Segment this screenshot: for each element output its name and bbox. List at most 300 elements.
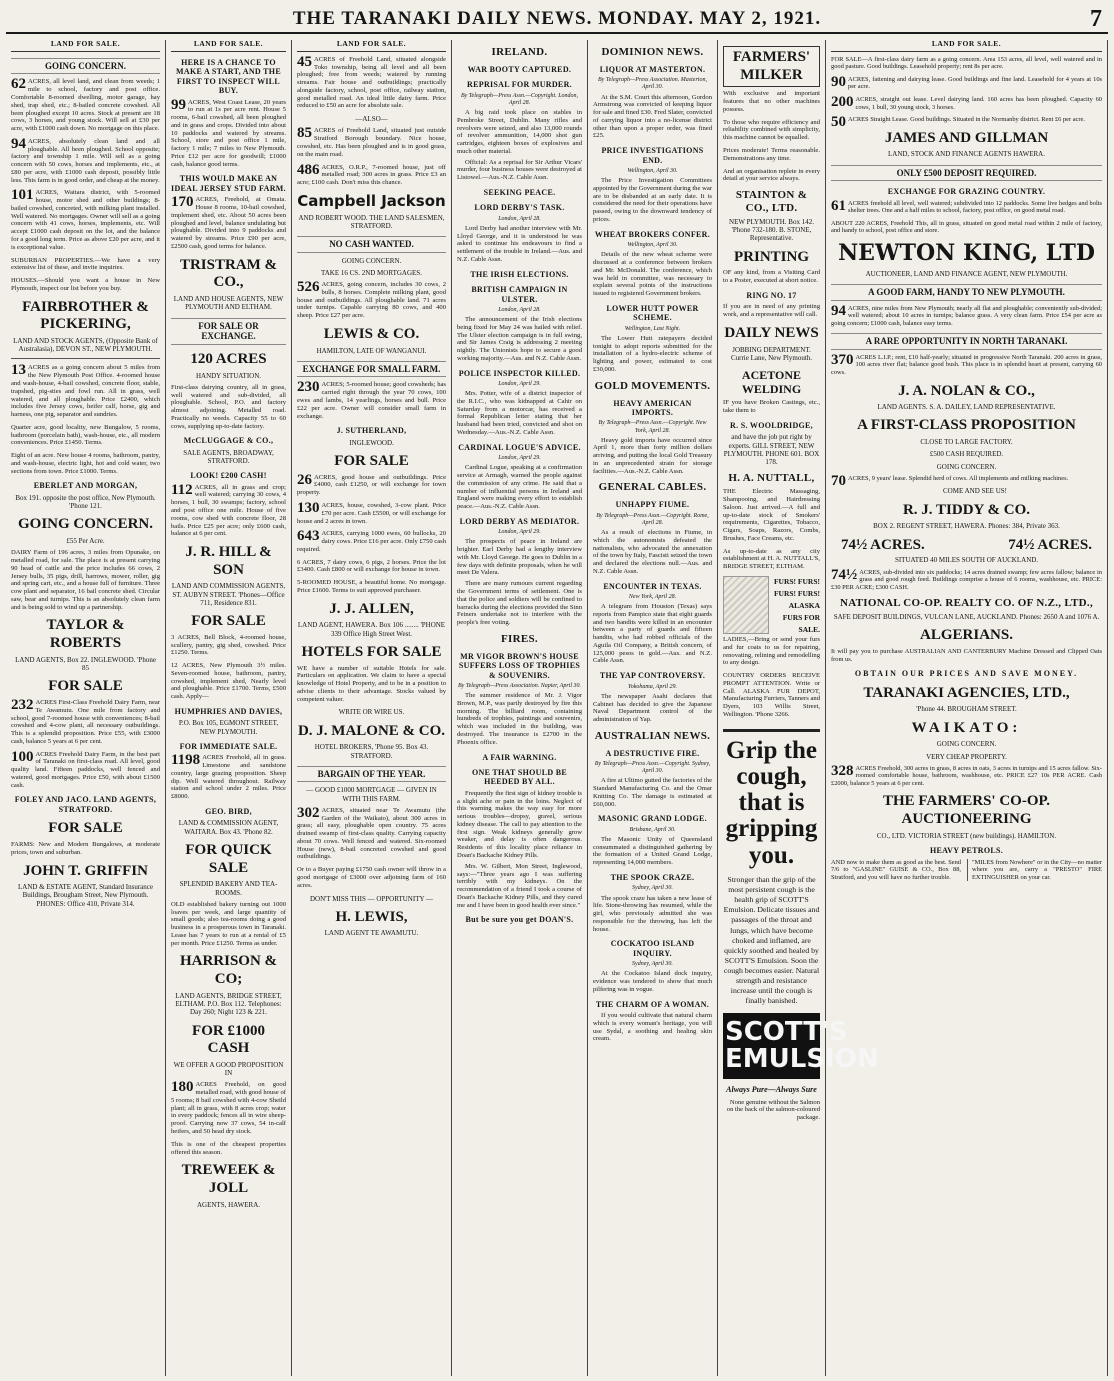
section-heading: FOR £1000 CASH <box>192 1022 265 1057</box>
news-heading: AUSTRALIAN NEWS. <box>594 729 711 742</box>
acres-heading-row <box>831 535 1102 557</box>
ad-text: None genuine without the Salmon on the back of the salmon-coloured package. <box>726 1098 820 1122</box>
agent-name: J. R. HILL & SON <box>185 544 272 578</box>
news-paragraph: Mrs. W. Gilbert, Mon Street, Inglewood, says:—"Three years ago I was suffering terribly with my kidneys. On the recommendation of a friend I took a course of Doan's Backache Kidney Pills, and they cured me and I have been in good health ever since." <box>457 862 582 909</box>
section-subheading: VERY CHEAP PROPERTY. <box>926 752 1007 761</box>
column-heading: LAND FOR SALE. <box>831 40 1102 52</box>
section-subheading: WRITE OR WIRE US. <box>338 708 405 717</box>
ad-text: ACRES of Freehold Land, situated alongside Toko township, being all level and all been ploughed; free from weeds; watered by running streams. Fair house and outbuildings; practically alongside factory, school, post office, railway station, good metalled road. An ideal little dairy farm. Price reduced to £50 an acre for absolute sale. <box>297 55 446 110</box>
agent-address: LAND AND COMMISSION AGENTS, ST. AUBYN STREET. 'Phones—Office 711, Residence 831. <box>171 582 286 607</box>
acreage-number: 328 <box>831 762 854 779</box>
news-subheading: LORD DERBY'S TASK. <box>474 203 565 213</box>
news-subheading: REPRISAL FOR MURDER. <box>467 80 572 90</box>
section-heading: FOR SALE <box>334 453 409 469</box>
ad-text: ACRES Straight Lease. Good buildings. Situated in the Normanby district. Rent £6 per acre. <box>848 116 1085 124</box>
ad-text: ACRES, 9 years' lease. Splendid herd of cows. All implements and milking machines. <box>848 474 1069 482</box>
section-subheading: —ALSO— <box>355 115 388 124</box>
ad-text: DAIRY Farm of 196 acres, 3 miles from Opunake, on metalled road, for sale. The place is at present carrying 90 head of cattle and the price includes 66 cows, 2 Jersey bulls, 35 pigs, drill, harrows, mower, roller, gig and spring cart, etc., and a house full of furniture. Three cow plant and separator, 16 bail concrete shed. Circular saw, bear and turnips. This is an absolutely clean farm and is being sold to wind up a partnership. <box>11 549 160 611</box>
news-paragraph: Heavy gold imports have occurred since April 1, more than forty million dollars arriving, and putting the local Gold Treasury in an unprecedented strain for storage facilities.—Aus.-N.Z. Cable Assn. <box>593 436 712 475</box>
dateline: Yokohama, April 29. <box>627 683 677 690</box>
ad-text: IF you have Broken Castings, etc., take them to <box>723 399 820 415</box>
agent-name: FOLEY AND JACO. LAND AGENTS, STRATFORD. <box>14 795 157 814</box>
agent-name: THE FARMERS' CO-OP. AUCTIONEERING <box>882 793 1051 828</box>
section-subheading: WE OFFER A GOOD PROPOSITION IN <box>173 1060 284 1078</box>
slogan: Always Pure—Always Sure <box>726 1085 817 1095</box>
news-paragraph: Details of the new wheat scheme were discussed at a conference between brokers and Mr. McDonald. The conference, which was held in committee, was necessary to explain several points of the instructions issued to registered Government brokers. <box>593 251 712 298</box>
agent-name: TREWEEK & JOLL <box>181 1162 276 1196</box>
ad-text: ACRES L.I.P.; rent, £10 half-yearly; situated in progressive North Taranaki. 200 acres in grass, 100 acres river flat; balance good bush. This place is in splendid heart at present, carrying 60 cows. <box>831 353 1102 376</box>
agent-name: H. A. NUTTALL, <box>728 472 815 485</box>
news-subheading: THE YAP CONTROVERSY. <box>599 671 706 681</box>
section-heading: GOING CONCERN. <box>11 58 160 75</box>
section-heading: A RARE OPPORTUNITY IN NORTH TARANAKI. <box>831 333 1102 350</box>
dateline: Wellington, Last Night. <box>624 325 681 332</box>
ad-text: ABOUT 220 ACRES, Freehold This, all in grass, situated on good metal road within 2 mile of factory, and handy to school, post office and store. <box>831 219 1102 235</box>
agent-address: SALE AGENTS, BROADWAY, STRATFORD. <box>183 448 274 466</box>
agent-name: JOHN T. GRIFFIN <box>23 862 148 879</box>
ad-text: ALASKA FURS FOR SALE. <box>782 601 820 634</box>
advert-title: Grip the cough, that is gripping you. <box>723 729 820 869</box>
ad-text: FURS! FURS! <box>773 589 820 598</box>
ad-text: It will pay you to purchase AUSTRALIAN AND CANTERBURY Machine Dressed and Clipped Oats from us. <box>831 648 1102 663</box>
agent-name: LEWIS & CO. <box>323 325 420 342</box>
agent-address: HAMILTON, LATE OF WANGANUI. <box>316 346 427 355</box>
agent-address: LAND AGENTS. S. A. DAILEY, LAND REPRESENTATIVE. <box>877 403 1056 412</box>
ad-text: ACRES, sub-divided into six paddocks; 14 acres drained swamp; few acres fallow; balance in grass and good rough feed. Buildings comprise a house of 6 rooms, washhouse, etc. PRICE: £30 PER ACRE; £300 CASH. <box>831 568 1102 591</box>
ad-text: OF any kind, from a Visiting Card to a Poster, executed at short notice. <box>723 269 820 285</box>
column-1 <box>6 40 166 1376</box>
dateline: London, April 29. <box>498 381 541 388</box>
ad-text: ACRES, fattening and dairying lease. Good buildings and fine land. Leasehold for 4 years at 10s per acre. <box>848 75 1102 91</box>
acreage-number: 70 <box>831 472 846 489</box>
section-heading: FOR SALE <box>191 613 266 630</box>
dateline: By Telegraph—Press Association. Masterton, April 30. <box>598 77 707 91</box>
acreage-number: 94 <box>11 135 26 152</box>
column-heading: LAND FOR SALE. <box>171 40 286 52</box>
ad-text: ACRES, situated near Te Awamutu (the Garden of the Waikato), about 300 acres in grass; all easy, ploughable open country. 75 acres drained swamp of first-class quality. Carrying capacity about 70 cows. Well fenced and watered. Six-roomed House (new), 8-bail concreted cowshed and good outbuildings. <box>297 806 446 861</box>
acreage-number: 62 <box>11 76 26 93</box>
ad-text: ACRES, all in grass and crop; well watered; carrying 30 cows, 4 horses, 1 bull, 30 swamps; factory, school and post office one mile. House of five rooms, cow shed with concrete floor, 28 bails. Price £25 per acre; only £600 cash, balance at 6 per cent. <box>171 483 286 538</box>
news-heading: DOMINION NEWS. <box>601 46 704 58</box>
news-paragraph: A fire at Ultimo gutted the factories of the Standard Manufacturing Co. and the Omar Knitting Co. The damage is estimated at £60,000. <box>593 777 712 808</box>
ad-text: ACRES, good house and outbuildings. Price £4000, cash £1250, or will exchange for town property. <box>297 473 446 497</box>
news-heading: IRELAND. <box>491 46 548 58</box>
news-subheading: THE SPOOK CRAZE. <box>610 873 695 882</box>
classified-ad <box>831 472 1102 489</box>
news-subheading: A FAIR WARNING. <box>482 752 557 762</box>
news-subheading: LIQUOR AT MASTERTON. <box>599 64 706 74</box>
section-heading: 74½ ACRES. <box>841 536 925 553</box>
acreage-number: 200 <box>831 94 854 111</box>
section-heading: WAIKATO: <box>911 719 1022 736</box>
column-5 <box>588 40 718 1376</box>
ad-text: 3 ACRES, Bell Block, 4-roomed house, scullery, pantry, gig shed, cowshed. Price £1250. Terms. <box>171 633 286 657</box>
ad-text: ACRES Freehold Dairy Farm, in the best part of Taranaki on first-class road. All level, good quality land. Fifteen paddocks, well fenced and watered, good mortgages. Price £50, with about £1500 cash. <box>11 750 160 789</box>
news-subheading: ONE THAT SHOULD BE HEEDED BY ALL. <box>472 767 567 787</box>
divider <box>11 358 160 359</box>
ad-text: First-class dairying country, all in grass, well watered and sub-divided, all ploughable. School, P.O. and factory almost adjoining. Metalled road. Practically no weeds. Capacity 55 to 60 cows, supplying up-to-date factory. <box>171 383 286 430</box>
section-heading: ALGERIANS. <box>920 627 1013 644</box>
section-heading: A FIRST-CLASS PROPOSITION <box>857 417 1076 434</box>
section-title: 120 ACRES <box>190 350 267 367</box>
fox-illustration <box>723 576 769 634</box>
agent-name: STAINTON & CO., LTD. <box>735 189 808 214</box>
column-heading: LAND FOR SALE. <box>297 40 446 52</box>
ad-text: Stronger than the grip of the most persistent cough is the health grip of SCOTT'S Emulsion. Delicate tissues and passages of the throat and lungs, which have become choked and inflamed, are quickly soothed and healed by SCOTT'S Emulsion. Soon the cough becomes easier. Natural strength and resistance increase until the cough is finally banished. <box>723 874 820 1006</box>
news-subheading: HEAVY AMERICAN IMPORTS. <box>613 398 692 417</box>
acreage-number: 1198 <box>171 752 201 769</box>
news-paragraph: But be sure you get DOAN'S. <box>465 915 574 925</box>
agent-name: FAIRBROTHER & PICKERING, <box>22 298 149 333</box>
dateline: Sydney, April 30. <box>632 885 673 892</box>
section-heading: A GOOD FARM, HANDY TO NEW PLYMOUTH. <box>831 284 1102 301</box>
fur-headline <box>773 576 820 636</box>
section-subheading: TAKE 16 CS. 2ND MORTGAGES. <box>321 268 422 277</box>
ad-text: ACRES; 5-roomed house; good cowsheds; has carried right through the year 70 cows, 100 ewes and lambs, 14 yearlings, horses and bull. Price £22 per acre. Owner will consider small farm in exchange. <box>297 381 446 420</box>
ad-text: 12 ACRES, New Plymouth 3½ miles. Seven-roomed house, bathroom, pantry, cowshed, implement shed, Nearly level and ploughable. Price £1700. Terms, £500 cash. Apply— <box>171 662 286 701</box>
agent-name: McCLUGGAGE & CO., <box>183 436 274 446</box>
dateline: By Telegraph—Press Assn.—Copyright. Sydney, April 30. <box>594 761 711 775</box>
classified-ad <box>11 78 160 132</box>
section-heading: LOOK! £200 CASH! <box>190 471 267 481</box>
column-7 <box>826 40 1108 1376</box>
section-subheading: COME AND SEE US! <box>943 487 1007 496</box>
news-heading: GENERAL CABLES. <box>598 481 707 494</box>
ad-text: ACRES Freehold, on good metalled road, with good house of 5 rooms; 8 bail cowshed with 4-cow Sheild plant; all in grass, with 8 acres crop; water in every paddock; fences all in wire sheep-proof. Carrying now 37 cows, 54 in-calf heifers, and 50 head dry stock. <box>171 1081 286 1135</box>
ad-text: If you are in need of any printing work, and a representative will call. <box>723 303 820 319</box>
agent-name: GEO. BIRD, <box>205 806 252 816</box>
section-subheading: THIS WOULD MAKE AN IDEAL JERSEY STUD FARM. <box>171 174 286 193</box>
acreage-number: 112 <box>171 481 193 498</box>
section-subheading: DON'T MISS THIS — OPPORTUNITY — <box>309 894 434 903</box>
acreage-number: 94 <box>831 302 846 319</box>
classified-ad <box>297 281 446 320</box>
ad-text: ACRES Freehold, all in grass. Limestone and sandstone country, large grazing proposition. Sheep dip. Well watered throughout. Railway station and school under 2 miles. Price £8000. <box>171 754 286 801</box>
ad-text: SUBURBAN PROPERTIES.—We have a very extensive list of these, and invite inquiries. <box>11 256 160 272</box>
news-paragraph: Cardinal Logue, speaking at a confirmation service at Armagh, warned the people against the commission of any crime. He said that a number of influential persons in Ireland and England were making every effort to establish peace.—Aus.-N.Z. Cable Assn. <box>457 464 582 511</box>
advert-title: FARMERS' MILKER <box>723 46 820 87</box>
ad-text: ACRES, West Coast Lease, 20 years to run at 1s per acre rent. House 5 rooms, 6-bail cowshed, all been ploughed and in grass and crops. Divided into about 10 paddocks and watered by streams. School, store and post office 1 mile, factory 1 mile; 7 miles to New Plymouth. Price £12 per acre for goodwill; £1000 cash, balance good terms. <box>171 98 286 168</box>
section-subheading: SITUATED 40 MILES SOUTH OF AUCKLAND. <box>894 556 1039 565</box>
agent-name: TARANAKI AGENCIES, LTD., <box>863 684 1070 701</box>
dateline: By Telegraph—Press Association. Napier, April 30. <box>457 683 581 690</box>
classified-ad <box>831 351 1102 377</box>
fur-advert <box>723 576 820 636</box>
acreage-number: 180 <box>171 1079 194 1096</box>
agent-address: AUCTIONEER, LAND AND FINANCE AGENT, NEW PLYMOUTH. <box>865 269 1068 278</box>
classified-ad <box>297 804 446 861</box>
news-paragraph: As a result of elections in Fiume, in which the autonomists defeated the nationalists, who advocated the annexation of the town by Italy, Fascisti seized the town and declared the elections null.—Aus. and N.Z. Cable Assn. <box>593 528 712 575</box>
ad-text: ACRES, absolutely clean land and all ploughable. All been ploughed. School opposite; factory and township 1 mile. Will sell as a going concern with 50 cows, horses and implements, etc., at £80 per acre, with £1000 cash deposit, possibly little less. This farm is in good order, and cheap at the money. <box>11 137 160 184</box>
section-subheading: £55 Per Acre. <box>66 537 105 546</box>
news-paragraph: The Lower Hutt ratepayers decided tonight to adopt reports submitted for the installation of a hydro-electric scheme of lighting and power, estimated to cost £30,000. <box>593 334 712 373</box>
ad-text: "MILES from Nowhere" or in the City—no matter where you are, carry a "PRESTO" FIRE EXTINGUISHER on your car. <box>967 859 1102 882</box>
ad-text: THE Electric Massaging, Shampooing, and Hairdressing Saloon. Just arrived.—A full and up-to-date stock of Smokers' requirements, Cigarettes, Tobacco, Cigars, Soaps, Razors, Combs, Brushes, Face Creams, etc. <box>723 488 820 542</box>
classified-ad <box>831 302 1102 328</box>
column-3 <box>292 40 452 1376</box>
newspaper-title: THE TARANAKI DAILY NEWS. MONDAY. MAY 2, 1921. <box>292 8 822 29</box>
news-paragraph: Mrs. Potter, wife of a district inspector of the R.I.C., who was kidnapped at Cahir on Saturday from a motorcar, has received a formal Republican letter stating that her husband had been tried, convicted and shot on Wednesday.—Aus.-N.Z. Cable Assn. <box>457 390 582 436</box>
news-heading: FIRES. <box>501 632 538 645</box>
acreage-number: 370 <box>831 351 854 368</box>
section-heading: HOTELS FOR SALE <box>301 643 442 660</box>
news-subheading: BRITISH CAMPAIGN IN ULSTER. <box>471 285 568 304</box>
section-heading: FOR SALE <box>48 678 123 695</box>
acreage-number: 26 <box>297 471 312 488</box>
section-subheading: — GOOD £1000 MORTGAGE — GIVEN IN WITH THIS FARM. <box>306 786 437 803</box>
agent-name: D. J. MALONE & CO. <box>297 722 446 739</box>
agent-address: AND ROBERT WOOD. THE LAND SALESMEN, STRATFORD. <box>298 213 445 230</box>
news-subheading: WHEAT BROKERS CONFER. <box>594 229 711 239</box>
classified-ad <box>831 762 1102 788</box>
news-subheading: MASONIC GRAND LODGE. <box>598 814 707 824</box>
news-paragraph: There are many rumours current regarding the Government terms of settlement. One is that the police and soldiers will be confined to barracks during the elections provided the Sinn Feiners undertake not to interfere with the people's free voting. <box>457 580 582 627</box>
news-paragraph: The spook craze has taken a new lease of life. Stone-throwing has resumed, while the girl, who previously admitted she was responsible for the throwing, has left the house. <box>593 894 712 933</box>
ad-text: Eight of an acre. New house 4 rooms, bathroom, pantry, and wash-house, electric light, hot and cold water, two sections from town. Price £1000. Terms. <box>11 452 160 475</box>
classified-ad <box>831 197 1102 215</box>
classified-ad <box>831 73 1102 91</box>
ad-text: 6 ACRES, 7 dairy cows, 6 pigs, 2 horses. Price the lot £3400. Cash £800 or will exchange for house in town. <box>297 558 446 574</box>
news-paragraph: If you would cultivate that natural charm which is every woman's heritage, you will use Sydal, a soothing and healing skin cream. <box>593 1012 712 1043</box>
agent-name: EBERLET AND MORGAN, <box>33 481 138 491</box>
ad-text: ACRES freehold all level, well watered; subdivided into 12 paddocks. Some live hedges and bolts shelter trees. One and a half miles to school, factory, post office, on good metal road. <box>848 199 1102 215</box>
classified-ad <box>11 135 160 185</box>
ad-text: ACRES, carrying 1000 ewes, 60 bullocks, 20 dairy cows. Price £16 per acre. Only £750 cash required. <box>297 530 447 553</box>
dateline: London, April 29. <box>498 455 541 462</box>
classified-ad <box>171 1081 286 1135</box>
ad-text: ACRES, all level land, and clean from weeds; 1 mile to school, factory and post office. Comfortable 8-roomed dwelling, motor garage, hay shed, trap shed, etc.; 8-bailed concrete cowshed. All been ploughed except 10 acres. Stock at present are 18 cows, 3 horses, and young stock. Will sell at £30 per acre, with £1000 cash down. No mortgage on this place. <box>11 78 160 133</box>
agent-address: P.O. Box 105, EGMONT STREET, NEW PLYMOUTH. <box>178 719 279 736</box>
classified-ad <box>11 748 160 790</box>
news-subheading: PRICE INVESTIGATIONS END. <box>601 146 704 165</box>
agent-address: NEW PLYMOUTH. Box 142. 'Phone 732-180. B. STONE, Representative. <box>729 217 814 243</box>
ad-text: This is one of the cheapest properties offered this season. <box>171 1140 286 1156</box>
ad-text: LADIES,—Bring or send your furs and fur coats to us for repairing, renovating, relining and remodelling to any design. <box>723 636 820 667</box>
advert-title: DAILY NEWS <box>724 324 819 341</box>
agent-address: LAND AND HOUSE AGENTS, NEW PLYMOUTH AND ELTHAM. <box>173 295 284 312</box>
news-subheading: MR VIGOR BROWN'S HOUSE SUFFERS LOSS OF TROPHIES & SOUVENIRS. <box>458 651 581 680</box>
ad-text: ACRES as a going concern about 5 miles from the New Plymouth Post Office. 4-roomed house and wash-house, 4-bail cowshed, concrete floor, stable, trapshed, pig-sties and fowl run. All in grass, well watered, and all ploughable. Price £2400, which includes five Jersey cows, heifer calf, horse, gig and harness, one pig, separator and sundries. <box>11 364 160 419</box>
agent-address: LAND & COMMISSION AGENT, WAITARA. Box 43. 'Phone 82. <box>178 819 279 836</box>
agent-address: BOX 2. REGENT STREET, HAWERA. Phones: 384, Private 363. <box>873 522 1060 531</box>
section-subheading: EXCHANGE FOR GRAZING COUNTRY. <box>887 187 1046 197</box>
section-heading: HEAVY PETROLS. <box>929 846 1004 856</box>
section-subheading: HANDY SITUATION. <box>195 371 262 380</box>
section-subheading: GOING CONCERN. <box>936 462 997 471</box>
section-heading: BARGAIN OF THE YEAR. <box>297 766 446 783</box>
agent-address: LAND AGENTS, BRIDGE STREET, ELTHAM. P.O. Box 112. Telephones: Day 260; Night 123 & 221. <box>175 991 282 1017</box>
acreage-number: 74½ <box>831 566 858 583</box>
classified-ad <box>831 96 1102 111</box>
agent-name: NEWTON KING, LTD <box>838 239 1095 266</box>
acreage-number: 302 <box>297 804 320 821</box>
agent-address: LAND AGENT, HAWERA. Box 106 ........ 'PHONE 339 Office High Street West. <box>297 621 446 638</box>
ad-text: WE have a number of suitable Hotels for sale. Particulars on application. We claim to have a special knowledge of Hotel Property, and to be in a position to advise clients to their advantage. Stocks valued by competent valuer. <box>297 664 446 703</box>
section-heading: FOR QUICK SALE <box>185 841 272 876</box>
news-subheading: THE IRISH ELECTIONS. <box>470 269 569 279</box>
ad-text: And an organisation replete in every detail at your service always. <box>723 167 820 183</box>
dateline: Sydney, April 30. <box>632 961 673 968</box>
column-heading: LAND FOR SALE. <box>11 40 160 52</box>
ad-text: As up-to-date as any city establishment at H. A. NUTTALL'S, BRIDGE STREET, ELTHAM. <box>723 547 820 571</box>
dateline: By Telegraph—Press Assn.—Copyright. New York, April 28. <box>598 420 707 434</box>
ad-text: ACRES of Freehold Land, situated just outside Stratford Borough boundary. Nice house, cowshed, etc. Has been ploughed and is in good grass, on the main road. <box>297 127 446 158</box>
agent-name: H. LEWIS, <box>335 908 408 925</box>
news-paragraph: Lord Derby had another interview with Mr. Lloyd George, and it is understood he was asked to continue his endeavours to find a settlement of the trouble in Ireland.—Aus. and N.Z. Cable Assn. <box>457 224 582 263</box>
acreage-number: 61 <box>831 197 846 214</box>
news-subheading: COCKATOO ISLAND INQUIRY. <box>610 939 695 958</box>
agent-address: JOBBING DEPARTMENT. Currie Lane, New Plymouth. <box>730 345 813 362</box>
section-subheading: GOING CONCERN. <box>341 256 402 265</box>
acreage-number: 99 <box>171 96 186 113</box>
news-paragraph: The newspaper Asahi declares that Cabinet has decided to give the Japanese Naval Department control of the administration of Yap. <box>593 692 712 724</box>
ad-text: ACRES, Freehold, at Omata. House 8 rooms, 10-bail cowshed, implement shed, etc. About 50 acres been ploughed and level, balance undulating but ploughable. Divided into 9 paddocks and watered by streams. Price £90 per acre, £2500 cash, good terms for balance. <box>171 196 286 250</box>
news-paragraph: The announcement of the Irish elections being fixed for May 24 was hailed with relief. The Ulster election campaign is in full swing, and Sir James Craig is addressing 2 meeting nightly. The Unionists hope to secure a good working majority.—Aus. and N.Z. Cable Assn. <box>457 316 582 362</box>
agent-name: NATIONAL CO-OP. REALTY CO. OF N.Z., LTD., <box>839 597 1094 610</box>
classified-ad <box>297 499 446 525</box>
ad-text: With exclusive and important features that no other machines possess. <box>723 90 820 113</box>
section-heading: EXCHANGE FOR SMALL FARM. <box>297 361 446 378</box>
ad-text: ACRES, straight out lease. Level dairying land. 160 acres has been ploughed. Capacity 60 cows, 1 bull, 30 young stock, 3 horses. <box>855 96 1102 111</box>
agent-address: and have the job put right by experts. GILL STREET, NEW PLYMOUTH. PHONE 601. BOX 178. <box>723 433 820 467</box>
page-number: 7 <box>1090 6 1102 32</box>
agent-address: LAND AGENT TE AWAMUTU. <box>324 929 419 938</box>
agent-address: SAFE DEPOSIT BUILDINGS, VULCAN LANE, AUCKLAND. Phones: 2650 A and 1076 A. <box>833 613 1100 622</box>
news-subheading: UNHAPPY FIUME. <box>615 500 690 510</box>
section-subheading: SPLENDID BAKERY AND TEA-ROOMS. <box>179 880 278 897</box>
classified-ad <box>11 696 160 746</box>
ad-text: Quarter acre, good locality, new Bungalow, 5 rooms, bathroom (porcelain bath), wash-house, etc., all modern conveniences. Price £1450. Terms. <box>11 423 160 447</box>
classified-ad <box>297 530 446 553</box>
news-paragraph: A big raid took place on stables in Pembroke Street, Dublin. Many rifles and revolvers were seized, and also 13,000 rounds of revolver ammunition, 14,000 shot gun cartridges, eighteen boxes of explosives and much other material. <box>457 109 582 155</box>
agent-address: LAND AGENTS, Box 22. INGLEWOOD. 'Phone 85 <box>15 655 156 673</box>
column-2 <box>166 40 292 1376</box>
acreage-number: 643 <box>297 528 320 545</box>
section-heading: ONLY £500 DEPOSIT REQUIRED. <box>831 165 1102 182</box>
section-subheading: GOING CONCERN. <box>936 740 997 749</box>
news-subheading: THE CHARM OF A WOMAN. <box>595 999 710 1009</box>
ad-text: RING NO. 17 <box>746 290 797 300</box>
agent-name: Campbell Jackson <box>297 191 446 210</box>
agent-name: TRISTRAM & CO., <box>179 256 278 291</box>
acreage-number: 232 <box>11 696 34 713</box>
section-heading: HERE IS A CHANCE TO MAKE A START, AND THE FIRST TO INSPECT WILL BUY. <box>176 57 281 96</box>
agent-name: J. A. NOLAN & CO., <box>898 382 1035 399</box>
acreage-number: 170 <box>171 194 194 211</box>
classified-ad <box>11 189 160 251</box>
agent-address: AGENTS, HAWERA. <box>196 1200 261 1209</box>
news-subheading: CARDINAL LOGUE'S ADVICE. <box>458 442 581 452</box>
ad-text: AND now to make them as good as the best. Send 7/6 to "GASLINE" GUISE & CO., Box 88, Stratford, and you will have no further trouble. <box>831 858 961 881</box>
classified-ad <box>297 471 446 497</box>
acreage-number: 130 <box>297 499 320 516</box>
classified-ad <box>297 161 446 187</box>
news-paragraph: The Price Investigation Committees appointed by the Government during the war are to be disbanded at an early date. It is considered the need for their operations have passed, owing to the downward tendency of prices. <box>593 177 712 223</box>
masthead <box>6 4 1108 34</box>
section-subheading: £500 CASH REQUIRED. <box>929 450 1004 459</box>
news-subheading: LOWER HUTT POWER SCHEME. <box>606 303 699 323</box>
news-paragraph: The Masonic Unity of Queensland consummated a distinguished gathering by the formation of a United Grand Lodge, representing 14,000 members. <box>593 835 712 867</box>
ad-text: ACRES, Waitara district, with 5-roomed house, motor shed and other buildings; 8-bailed cowshed, concreted, with milking plant installed. Well watered. No mortgages. Owner will sell as a going concern with 41 cows, horses, implements, etc. Will accept £1000 cash deposit on the lot, and the balance for a good long term. Price as above £20 per acre, and it is exceptional value. <box>11 189 160 251</box>
advert-title: PRINTING <box>733 248 809 265</box>
acreage-number: 101 <box>11 187 34 204</box>
section-heading: GOING CONCERN. <box>17 516 153 533</box>
classified-ad <box>171 96 286 169</box>
agent-name: J. J. ALLEN, <box>329 600 414 617</box>
agent-address: LAND & ESTATE AGENT, Standard Insurance Buildings, Brougham Street, New Plymouth. PHONES: Office 410, Private 314. <box>17 883 153 908</box>
acreage-number: 90 <box>831 73 846 90</box>
news-subheading: WAR BOOTY CAPTURED. <box>467 64 572 74</box>
ad-text: To those who require efficiency and reliability combined with simplicity, this machine cannot be equalled. <box>723 118 820 142</box>
agent-address: CO., LTD. VICTORIA STREET (new buildings). HAMILTON. <box>876 831 1057 840</box>
classified-ad <box>297 53 446 110</box>
ad-text: FOR SALE—A first-class dairy farm as a going concern. Area 153 acres, all level, well watered and in good pasture. Good buildings. Leasehold property; rent 8s per acre. <box>831 55 1102 71</box>
news-paragraph: Frequently the first sign of kidney trouble is a slight ache or pain in the loins. Neglect of this warning makes the way easy for more serious troubles—dropsy, gravel, serious kidney disease. The call to pay attention to the first sign. Weak kidneys generally grow weaker, and delay is often dangerous. Residents of this locality place reliance in Doan's Backache Kidney Pills. <box>457 789 582 859</box>
news-paragraph: The prospects of peace in Ireland are brighter. Earl Derby had a lengthy interview with Mr. Lloyd George. He goes to Dublin in a few days with definite proposals, when he will meet De Valera. <box>457 538 582 577</box>
news-subheading: SEEKING PEACE. <box>483 187 556 197</box>
agent-address: INGLEWOOD. <box>349 438 394 447</box>
classified-ad <box>831 566 1102 592</box>
agent-address: Box 191. opposite the post office, New Plymouth. 'Phone 121. <box>15 493 156 511</box>
acreage-number: 486 <box>297 161 320 178</box>
agent-name: HUMPHRIES AND DAVIES, <box>174 707 283 717</box>
agent-address: 'Phone 44. BROUGHAM STREET. <box>916 705 1017 714</box>
agent-name: R. S. WOOLDRIDGE, <box>730 420 813 430</box>
ad-text: 5-ROOMED HOUSE, a beautiful home. No mortgage. Price £1600. Terms to suit approved purchaser. <box>297 579 446 594</box>
news-paragraph: A telegram from Houston (Texas) says reports from Pampico state that eight guards and two bandits were killed in an encounter between a party of guards and fifteen bandits, who had robbed officials of the Aguila Oil Company, a British concern, of 125,000 pesos in gold.—Aus. and N.Z. Cable Assn. <box>593 603 712 665</box>
ad-text: ACRES First-Class Freehold Dairy Farm, near Te Awamutu. One mile from factory and school, good 7-roomed house with conveniences; 8-bail cowshed and 4-cow plant, all necessary outbuildings. This is a splendid proposition. Price £55, with £3000 cash, balance 5 years at 6 per cent. <box>11 698 160 745</box>
news-heading: GOLD MOVEMENTS. <box>594 379 711 392</box>
ad-text: ACRES, going concern, includes 30 cows, 2 bulls, 8 horses. Complete milking plant, good house and outbuildings. All ploughable land. 71 acres under turnips. Capable carrying 80 cows, and 400 sheep. Price £27 per acre. <box>297 281 446 320</box>
acreage-number: 45 <box>297 53 312 70</box>
news-subheading: POLICE INSPECTOR KILLED. <box>458 368 581 378</box>
classified-ad <box>11 364 160 418</box>
acreage-number: 50 <box>831 114 846 131</box>
dateline: London, April 28. <box>498 306 541 313</box>
dateline: By Telegraph—Press Assn.—Copyright. London, April 28. <box>460 92 579 106</box>
advert-title: ACETONE WELDING <box>741 368 802 397</box>
ad-text: ACRES, O.R.P., 7-roomed house, just off metalled road; 300 acres in grass. Price £3 an acre; £100 cash. Don't miss this chance. <box>297 163 446 187</box>
classified-ad <box>297 381 446 420</box>
section-subheading: CLOSE TO LARGE FACTORY. <box>920 438 1013 447</box>
acreage-number: 526 <box>297 279 320 296</box>
dateline: London, April 29. <box>498 529 541 536</box>
ad-text: OLD established bakery turning out 1000 loaves per week, and large quantity of small goods; also tea-rooms doing a good business in a prosperous town in Taranaki. Lease has 7 years to run at a rental of £5 per month. Price £1250. Terms as under. <box>171 900 286 947</box>
news-subheading: ENCOUNTER IN TEXAS. <box>603 581 702 591</box>
agent-address: LAND, STOCK AND FINANCE AGENTS HAWERA. <box>887 150 1045 159</box>
ad-text: Prices moderate! Terms reasonable. Demonstrations any time. <box>723 146 820 162</box>
ad-text: FURS! FURS! <box>773 577 820 586</box>
news-paragraph: At the S.M. Court this afternoon, Gordon Armstrong was convicted of keeping liquor for sale and fined £30. Fred Slater, convicted of carrying liquor into a no-license district other than upon a proper order, was fined £25. <box>593 93 712 140</box>
ad-text: HOUSES.—Should you want a house in New Plymouth, inspect our list before you buy. <box>11 277 160 292</box>
acreage-number: 230 <box>297 379 320 396</box>
classified-ad <box>831 114 1102 131</box>
news-paragraph: At the Cockatoo Island dock inquiry, evidence was tendered to show that much pilfering was in vogue. <box>593 970 712 993</box>
agent-name: JAMES AND GILLMAN <box>884 129 1049 146</box>
column-4 <box>452 40 588 1376</box>
news-subheading: LORD DERBY AS MEDIATOR. <box>459 516 580 526</box>
ad-text: OBTAIN OUR PRICES AND SAVE MONEY. <box>854 669 1079 679</box>
dateline: New York, April 28. <box>628 594 677 601</box>
dateline: Brisbane, April 30. <box>629 826 676 833</box>
agent-name: J. SUTHERLAND, <box>336 426 407 436</box>
acreage-number: 100 <box>11 748 34 765</box>
classified-ad <box>171 481 286 538</box>
news-paragraph: Official: As a reprisal for Sir Arthur Vicars' murder, four business houses were destroyed at Listowel.—Aus.-N.Z. Cable Assn. <box>457 158 582 182</box>
section-heading: FOR SALE <box>48 820 123 837</box>
section-heading: FOR SALE OR EXCHANGE. <box>171 318 286 345</box>
acreage-number: 85 <box>297 125 312 142</box>
